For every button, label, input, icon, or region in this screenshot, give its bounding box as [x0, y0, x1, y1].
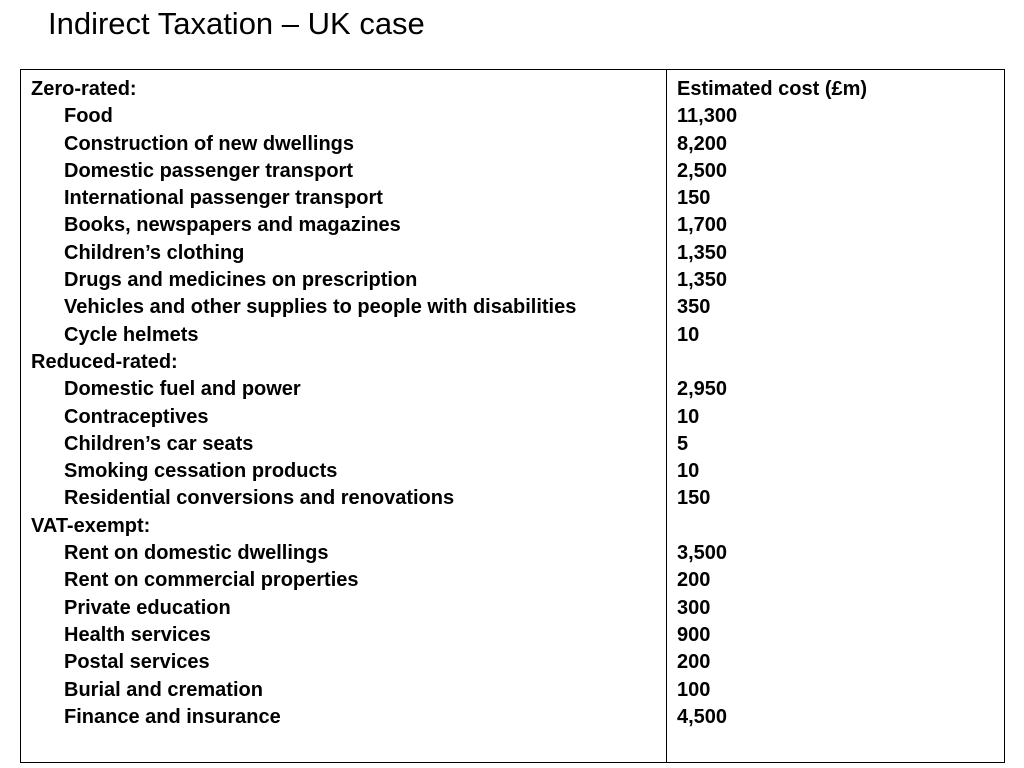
relief-item-name: Food [64, 105, 113, 128]
relief-item-cost: 200 [677, 569, 711, 592]
relief-item-name: Vehicles and other supplies to people with disabilities [64, 296, 577, 319]
relief-item-cost: 200 [677, 651, 711, 674]
slide-title: Indirect Taxation – UK case [48, 6, 425, 41]
category-label: VAT-exempt: [31, 514, 151, 537]
relief-items-column [21, 70, 667, 762]
relief-item-cost: 900 [677, 623, 711, 646]
relief-item-cost: 2,950 [677, 378, 728, 401]
relief-item-name: Residential conversions and renovations [64, 487, 455, 510]
relief-item-name: Children’s clothing [64, 241, 245, 264]
relief-item-name: Construction of new dwellings [64, 132, 354, 155]
relief-item-cost: 150 [677, 487, 711, 510]
relief-item-cost: 5 [677, 432, 689, 455]
relief-item-name: Rent on domestic dwellings [64, 542, 329, 565]
relief-item-name: Rent on commercial properties [64, 569, 359, 592]
relief-item-cost: 300 [677, 596, 711, 619]
estimated-cost-column [667, 70, 1004, 762]
relief-item-cost: 11,300 [677, 105, 738, 128]
relief-item-name: Domestic passenger transport [64, 159, 353, 182]
relief-item-name: Contraceptives [64, 405, 209, 428]
relief-item-name: Private education [64, 596, 231, 619]
relief-item-cost: 8,200 [677, 132, 728, 155]
relief-item-name: Domestic fuel and power [64, 378, 301, 401]
cost-spacer [677, 513, 1004, 540]
relief-item-name: Books, newspapers and magazines [64, 214, 401, 237]
relief-item-cost: 1,350 [677, 269, 728, 292]
relief-item-name: Children’s car seats [64, 432, 254, 455]
category-label: Zero-rated: [31, 78, 137, 100]
relief-item-name: Postal services [64, 651, 210, 674]
relief-item-cost: 3,500 [677, 542, 728, 565]
relief-item-name: Burial and cremation [64, 678, 263, 701]
vat-relief-table [20, 69, 1005, 763]
relief-item-cost: 350 [677, 296, 711, 319]
relief-item-cost: 10 [677, 405, 700, 428]
relief-item-name: International passenger transport [64, 187, 383, 210]
relief-item-cost: 100 [677, 678, 711, 701]
relief-item-cost: 10 [677, 323, 700, 346]
relief-item-name: Drugs and medicines on prescription [64, 269, 418, 292]
relief-item-cost: 1,350 [677, 241, 728, 264]
relief-item-name: Health services [64, 623, 211, 646]
cost-spacer [677, 349, 1004, 376]
relief-item-cost: 10 [677, 460, 700, 483]
relief-item-name: Smoking cessation products [64, 460, 338, 483]
relief-item-name: Finance and insurance [64, 705, 281, 728]
category-label: Reduced-rated: [31, 350, 178, 373]
relief-item-cost: 2,500 [677, 159, 728, 182]
relief-item-cost: 1,700 [677, 214, 728, 237]
cost-column-header: Estimated cost (£m) [677, 78, 868, 100]
relief-item-cost: 150 [677, 187, 711, 210]
relief-item-name: Cycle helmets [64, 323, 199, 346]
relief-item-cost: 4,500 [677, 705, 728, 728]
